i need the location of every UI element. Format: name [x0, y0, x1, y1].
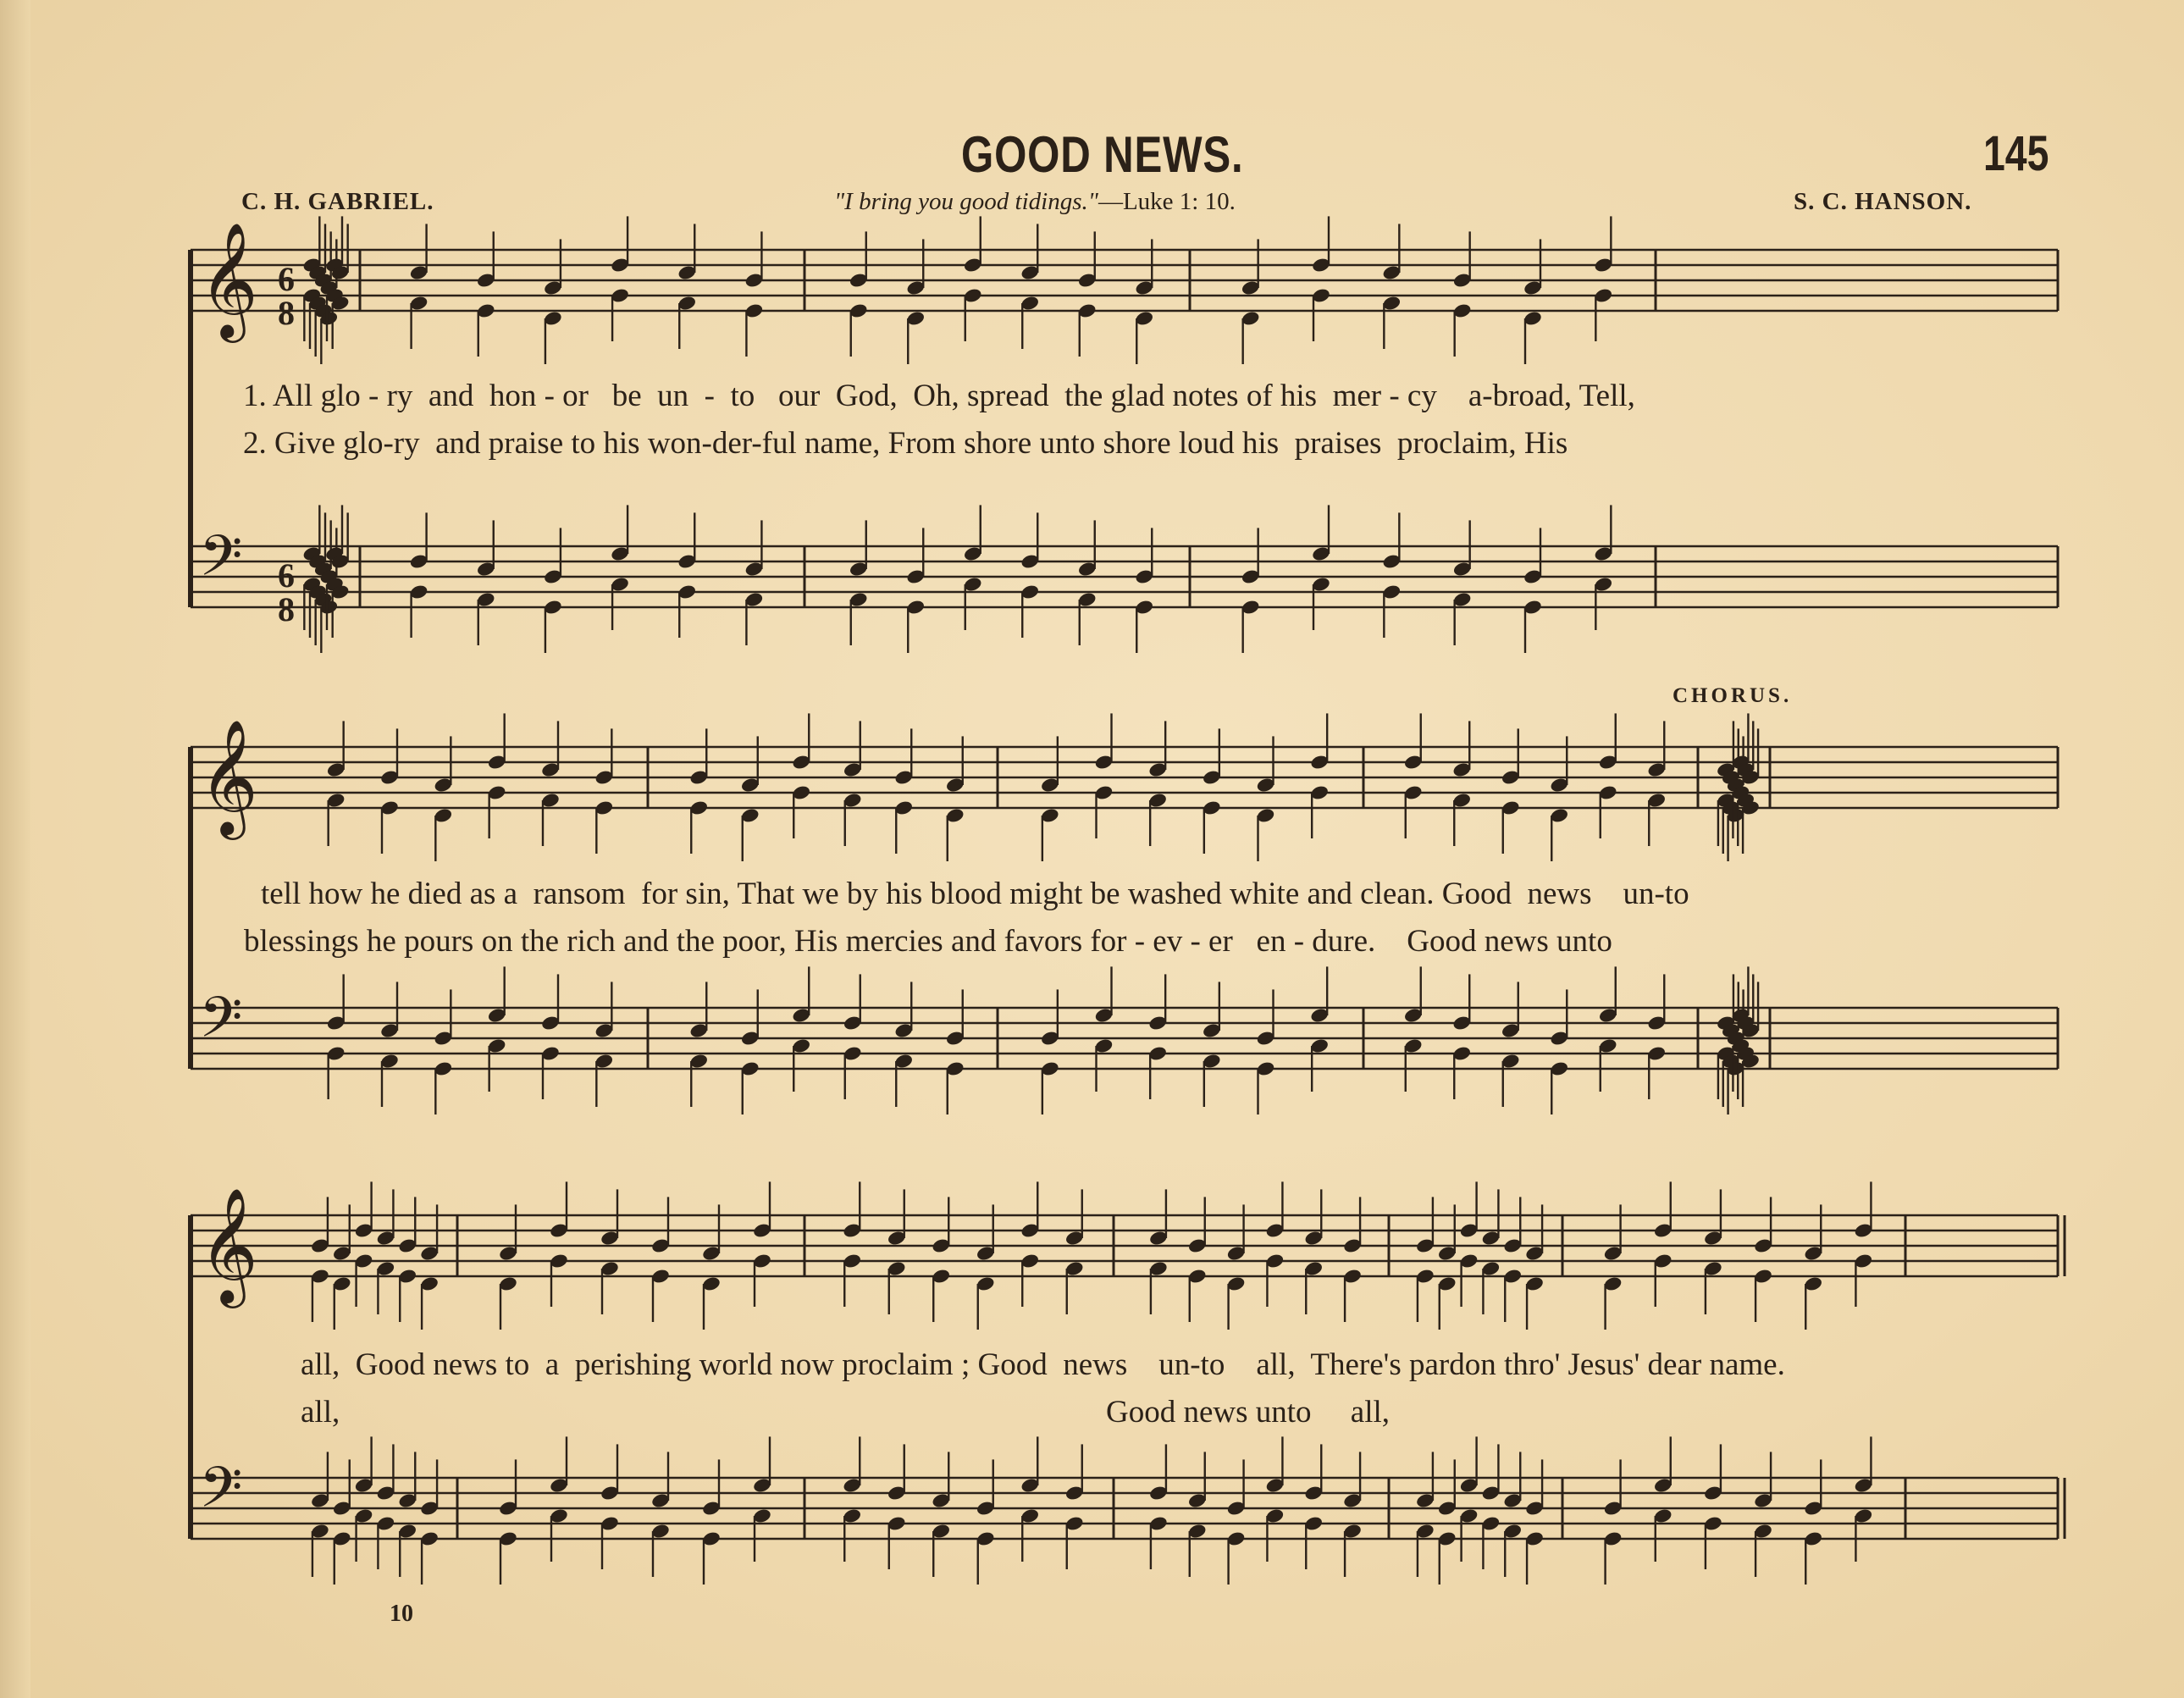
signature-mark: 10	[390, 1601, 413, 1627]
time-signature-denominator-bass: 8	[278, 590, 295, 628]
system-2	[191, 713, 2058, 1114]
treble-clef-icon: 𝄞	[199, 1186, 258, 1303]
system-3	[191, 1181, 2065, 1585]
lyric-system3-bass-mid: Good news unto all,	[1106, 1395, 1391, 1430]
page-number: 145	[1983, 126, 2049, 181]
hymn-title: GOOD NEWS.	[961, 126, 1244, 183]
lyric-system1-verse2: 2. Give glo-ry and praise to his won-der-ful name, From shore unto shore loud his praises proclaim, His	[243, 426, 1568, 461]
chorus-label: CHORUS.	[1673, 684, 1793, 707]
composer-credit: C. H. GABRIEL.	[241, 188, 434, 215]
bass-clef-icon: 𝄢	[199, 523, 243, 602]
lyric-system1-verse1: 1. All glo - ry and hon - or be un - to our God, Oh, spread the glad notes of his mer - cy a-broad, Tell,	[243, 379, 1635, 413]
epigraph-reference: —Luke 1: 10.	[1098, 188, 1236, 215]
lyric-system2-verse1: tell how he died as a ransom for sin, That we by his blood might be washed white and clean. Good news un-to	[261, 877, 1689, 911]
treble-clef-icon: 𝄞	[199, 717, 258, 835]
epigraph-quote: "I bring you good tidings."	[834, 188, 1098, 215]
treble-clef-icon: 𝄞	[199, 220, 258, 338]
bass-clef-icon: 𝄢	[199, 1454, 243, 1534]
lyric-system3-bass: all,	[301, 1395, 340, 1430]
lyric-system3-verse1: all, Good news to a perishing world now proclaim ; Good news un-to all, There's pardon thro' Jesus' dear name.	[301, 1347, 1785, 1382]
author-credit: S. C. HANSON.	[1794, 188, 1972, 215]
time-signature-numerator-treble: 6	[278, 260, 295, 298]
bass-clef-icon: 𝄢	[199, 984, 243, 1064]
time-signature-denominator-treble: 8	[278, 294, 295, 332]
lyric-system2-verse2: blessings he pours on the rich and the poor, His mercies and favors for - ev - er en - dure. Good news unto	[244, 924, 1612, 959]
time-signature-numerator-bass: 6	[278, 556, 295, 595]
